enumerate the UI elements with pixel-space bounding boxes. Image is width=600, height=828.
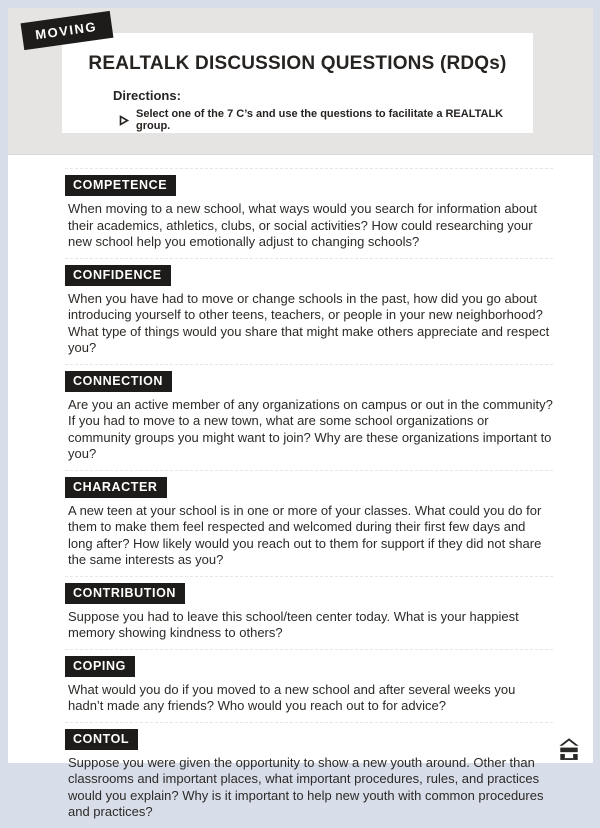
question-text: Are you an active member of any organizations on campus or out in the community? If you had to move to a new town, what are some school organizations or community groups you might want to join? Why are these organizations important to you? (68, 396, 553, 461)
header-band (8, 8, 593, 155)
page-title: REALTALK DISCUSSION QUESTIONS (RDQs) (88, 53, 507, 74)
arrow-right-icon (119, 115, 130, 126)
directions-item (119, 108, 533, 132)
category-badge: CONNECTION (65, 371, 172, 392)
question-text: What would you do if you moved to a new school and after several weeks you hadn’t made any friends? Who would you reach out to for advice? (68, 681, 516, 713)
section-competence (65, 168, 553, 258)
section-character (65, 470, 553, 576)
category-badge: CONFIDENCE (65, 265, 171, 286)
question-text: Suppose you were given the opportunity to show a new youth around. Other than classrooms and important places, what important procedures, rules, and practices would you explain? Why is it important to help new youth with common procedures and practices? (68, 754, 544, 819)
title-box (62, 33, 533, 133)
worksheet-page (8, 8, 593, 819)
category-badge: CONTRIBUTION (65, 583, 185, 604)
category-badge: COMPETENCE (65, 175, 176, 196)
section-coping (65, 649, 553, 722)
question-text: Suppose you had to leave this school/teen center today. What is your happiest memory showing kindness to others? (68, 608, 519, 640)
section-confidence (65, 258, 553, 364)
questions-list (8, 155, 593, 828)
category-badge: CONTOL (65, 729, 138, 750)
question-text: When you have had to move or change schools in the past, how did you go about introducing yourself to other teens, teachers, or people in your new neighborhood? What type of things would you share that might make others appreciate and respect you? (68, 290, 550, 355)
directions-label: Directions: (113, 88, 181, 103)
moving-tag: MOVING (21, 11, 114, 50)
section-connection (65, 364, 553, 470)
directions-bullet-text: Select one of the 7 C’s and use the questions to facilitate a REALTALK group. (136, 108, 504, 132)
question-text: A new teen at your school is in one or more of your classes. What could you do for them to make them feel respected and welcomed during their first few days and long after? How likely would you reach out to them for support if they did not share the same interests as you? (68, 502, 542, 567)
category-badge: COPING (65, 656, 135, 677)
section-contol (65, 722, 553, 828)
house-logo-icon (558, 736, 580, 761)
question-text: When moving to a new school, what ways would you search for information about their academics, athletics, clubs, or social activities? How could researching your new school help you emotionally adjust to changing schools? (68, 201, 537, 249)
category-badge: CHARACTER (65, 477, 167, 498)
section-contribution (65, 576, 553, 649)
